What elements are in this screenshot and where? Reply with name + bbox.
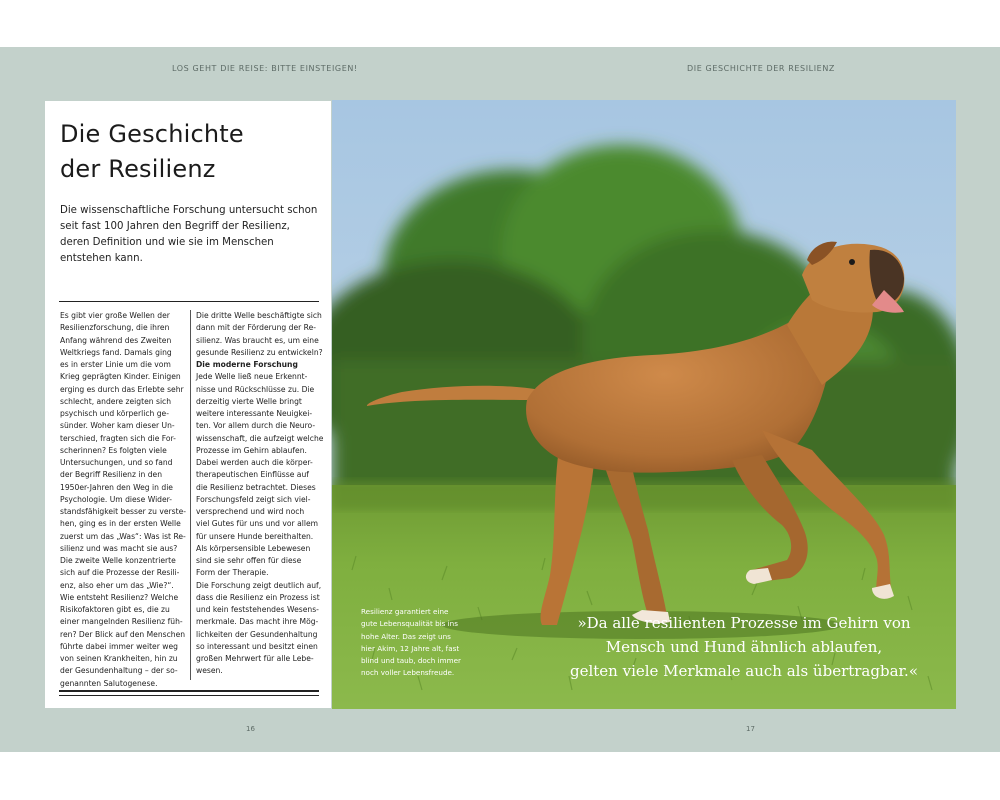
dog-photo — [332, 100, 956, 709]
title-line-2: der Resilienz — [60, 155, 216, 183]
column-2-body: Jede Welle ließ neue Erkennt- nisse und Rückschlüsse zu. Die derzeitig vierte Welle bringt weitere interessante Neuigkei- ten. Vor allem durch die Neuro- wissenschaft, die aufzeigt welche Prozesse im Gehirn ablaufen. Dabei werden auch die körper- therapeutischen Einflüsse auf die Resilienz betrachtet. Dieses Forschungsfeld zeigt sich viel- versprechend und wird noch viel Gutes für uns und vor allem für unsere Hunde bereithalten. Als körpersensible Lebewesen sind sie sehr offen für diese Form der Therapie. Die Forschung zeigt deutlich auf, dass die Resilienz ein Prozess ist und kein feststehendes Wesens- merkmale. Das macht ihre Mög- lichkeiten der Gesundenhaltung so interessant und besitzt einen großen Mehrwert für alle Lebe- wesen. — [196, 372, 324, 676]
body-column-1: Es gibt vier große Wellen der Resilienzforschung, die ihren Anfang während des Zweiten Weltkriegs fand. Damals ging es in erster Linie um die vom Krieg geprägten Kinder. Einigen erging es durch das Erlebte sehr schlecht, andere zeigten sich psychisch und körperlich ge- sünder. Woher kam dieser Un- terschied, fragten sich die For- scherinnen? Es folgten viele Untersuchungen, und so fand der Begriff Resilienz in den 1950er-Jahren den Weg in die Psychologie. Um diese Wider- standsfähigkeit besser zu verste- hen, ging es in der ersten Welle zuerst um das „Was“: Was ist Re- silienz und was macht sie aus? Die zweite Welle konzentrierte sich auf die Prozesse der Resili- enz, also eher um das „Wie?“. Wie entsteht Resilienz? Welche Risikofaktoren gibt es, die zu einer mangelnden Resilienz füh- ren? Der Blick auf den Menschen führte dabei immer weiter weg von seinen Krankheiten, hin zu der Gesundenhaltung – der so- genannten Salutogenese. — [60, 311, 187, 688]
column-2-intro: Die dritte Welle beschäftigte sich dann mit der Förderung der Re- silienz. Was braucht es, um eine gesunde Resilienz zu entwickeln? — [196, 311, 323, 357]
column-divider — [190, 310, 191, 680]
photo-caption: Resilienz garantiert eine gute Lebensqualität bis ins hohe Alter. Das zeigt uns hier Akim, 12 Jahre alt, fast blind und taub, doch immer noch voller Lebensfreude. — [361, 607, 461, 678]
text-page — [45, 101, 331, 708]
pull-quote: »Da alle resilienten Prozesse im Gehirn von Mensch und Hund ähnlich ablaufen, gelten viele Merkmale auch als übertragbar.« — [569, 614, 918, 680]
body-column-2 — [196, 310, 324, 678]
book-spread — [0, 47, 1000, 752]
bottom-rule — [59, 690, 319, 692]
subheading: Die moderne Forschung — [196, 360, 298, 369]
title-line-1: Die Geschichte — [60, 120, 244, 148]
page-number-left: 16 — [246, 725, 255, 733]
running-head-right: DIE GESCHICHTE DER RESILIENZ — [687, 64, 835, 73]
running-head-left: LOS GEHT DIE REISE: BITTE EINSTEIGEN! — [172, 64, 358, 73]
top-rule — [59, 301, 319, 302]
page-title — [60, 117, 320, 187]
page-number-right: 17 — [746, 725, 755, 733]
bottom-rule-thin — [59, 695, 319, 696]
lead-paragraph: Die wissenschaftliche Forschung untersucht schon seit fast 100 Jahren den Begriff der Resilienz, deren Definition und wie sie im Menschen entstehen kann. — [60, 205, 318, 264]
